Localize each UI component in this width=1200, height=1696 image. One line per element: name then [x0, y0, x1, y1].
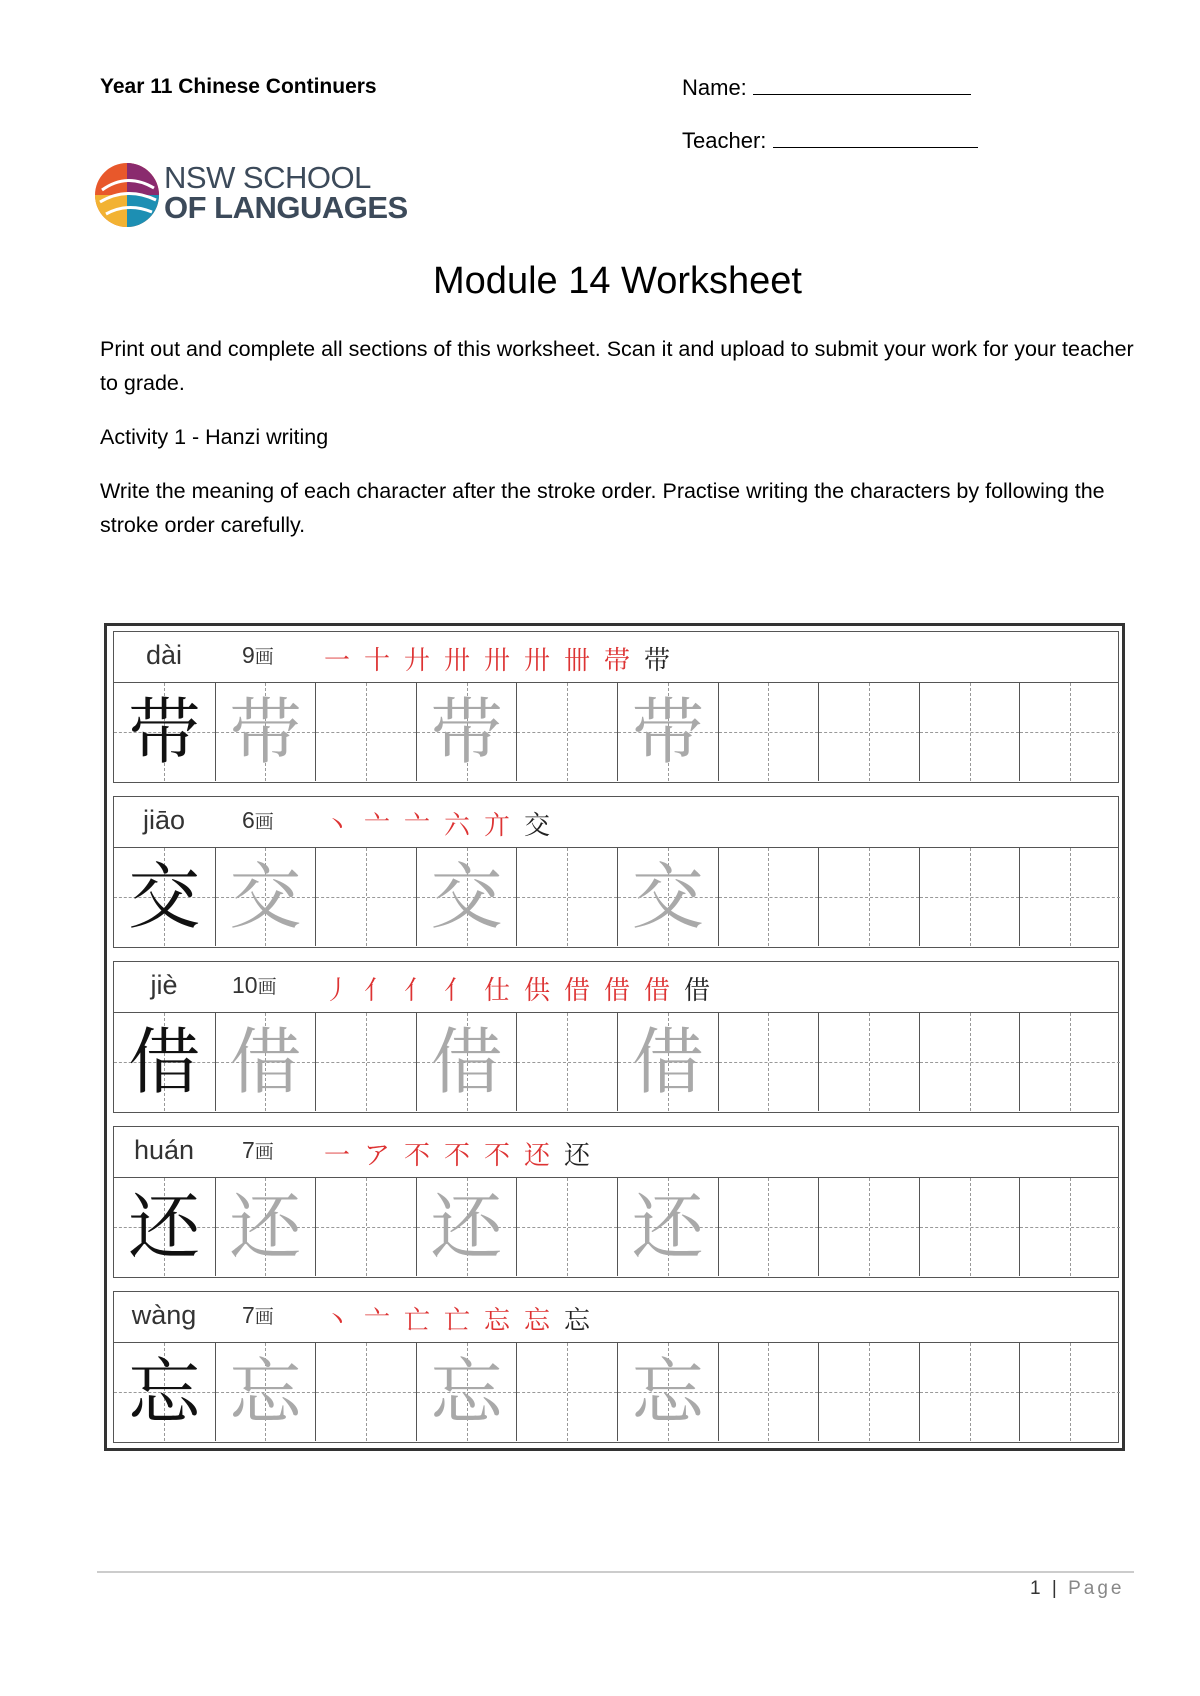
practice-cell[interactable]: [718, 1178, 819, 1276]
stroke-step: 借: [563, 976, 590, 1006]
cell-guide-vertical: [970, 1178, 971, 1276]
cell-guide-vertical: [1070, 683, 1071, 781]
cell-guide-vertical: [970, 848, 971, 946]
stroke-order-sequence: [317, 640, 677, 677]
stroke-order-sequence: [317, 970, 717, 1007]
stroke-count-number: 7: [242, 1137, 255, 1163]
page-separator: |: [1051, 1578, 1060, 1599]
model-character-cell: [114, 848, 215, 946]
cell-guide-vertical: [1070, 1013, 1071, 1111]
cell-guide-vertical: [869, 1013, 870, 1111]
stroke-count-number: 6: [242, 807, 255, 833]
cell-guide-vertical: [869, 1343, 870, 1441]
teacher-line[interactable]: [773, 127, 978, 148]
activity-title: Activity 1 - Hanzi writing: [100, 425, 329, 449]
trace-character: 忘: [430, 1350, 503, 1434]
practice-cell[interactable]: [919, 683, 1020, 781]
stroke-step: 还: [523, 1141, 550, 1171]
logo-line-2: OF LANGUAGES: [164, 190, 408, 225]
practice-cell[interactable]: [617, 1343, 718, 1441]
practice-cell[interactable]: [1019, 1178, 1120, 1276]
stroke-step: 借: [603, 976, 630, 1006]
cell-guide-vertical: [768, 683, 769, 781]
pinyin-label: wàng: [131, 1300, 197, 1330]
stroke-step: 六: [443, 811, 470, 841]
practice-cell[interactable]: [818, 848, 919, 946]
trace-character: 还: [631, 1185, 704, 1269]
stroke-step: 亻: [403, 976, 430, 1006]
stroke-count-unit: 画: [254, 646, 274, 668]
practice-cell[interactable]: [215, 1343, 316, 1441]
pinyin-label: jiāo: [142, 805, 186, 835]
stroke-step: 丶: [323, 1306, 350, 1336]
cell-guide-vertical: [1070, 1178, 1071, 1276]
stroke-step: 亠: [363, 811, 390, 841]
stroke-count: [242, 1137, 274, 1164]
practice-cell[interactable]: [516, 1178, 617, 1276]
activity-instructions: Write the meaning of each character after the stroke order. Practise writing the characters by following the stroke order carefully.: [100, 479, 1105, 537]
cell-guide-vertical: [567, 683, 568, 781]
trace-character: 还: [430, 1185, 503, 1269]
trace-character: 交: [430, 855, 503, 939]
practice-cell[interactable]: [818, 1343, 919, 1441]
stroke-step: 还: [563, 1141, 590, 1171]
practice-cell[interactable]: [718, 1013, 819, 1111]
trace-character: 忘: [631, 1350, 704, 1434]
trace-character: 交: [229, 855, 302, 939]
stroke-count-number: 10: [232, 972, 258, 998]
cell-guide-vertical: [768, 1178, 769, 1276]
stroke-count-unit: 画: [257, 976, 277, 998]
cell-guide-vertical: [366, 848, 367, 946]
practice-cell[interactable]: [315, 683, 416, 781]
cell-guide-vertical: [366, 683, 367, 781]
practice-cell[interactable]: [919, 848, 1020, 946]
footer-divider: [97, 1571, 1134, 1573]
stroke-count-unit: 画: [254, 1306, 274, 1328]
stroke-step: 带: [643, 646, 670, 676]
stroke-step: 亠: [403, 811, 430, 841]
stroke-step: 丿: [323, 976, 350, 1006]
cell-guide-vertical: [869, 848, 870, 946]
practice-cell[interactable]: [315, 848, 416, 946]
practice-cell[interactable]: [617, 1013, 718, 1111]
name-line[interactable]: [753, 74, 971, 95]
cell-guide-vertical: [869, 1178, 870, 1276]
trace-character: 借: [631, 1020, 704, 1104]
stroke-count: [232, 972, 277, 999]
name-field[interactable]: [682, 74, 971, 101]
cell-guide-vertical: [366, 1343, 367, 1441]
stroke-step: 十: [363, 646, 390, 676]
teacher-field[interactable]: [682, 127, 978, 154]
course-title: Year 11 Chinese Continuers: [100, 75, 377, 98]
stroke-order-sequence: [317, 805, 557, 842]
model-character: 带: [128, 690, 201, 774]
trace-character: 带: [430, 690, 503, 774]
stroke-step: 卅: [483, 646, 510, 676]
trace-character: 还: [229, 1185, 302, 1269]
practice-cell[interactable]: [718, 1343, 819, 1441]
stroke-step: 仕: [483, 976, 510, 1006]
stroke-step: 借: [683, 976, 710, 1006]
practice-cell[interactable]: [919, 1013, 1020, 1111]
cell-guide-vertical: [869, 683, 870, 781]
stroke-count: [242, 807, 274, 834]
stroke-step: 不: [443, 1141, 470, 1171]
practice-cell[interactable]: [718, 848, 819, 946]
stroke-step: 卅: [523, 646, 550, 676]
cell-guide-vertical: [1070, 848, 1071, 946]
practice-cell[interactable]: [1019, 1343, 1120, 1441]
pinyin-label: dài: [145, 640, 183, 670]
practice-cell[interactable]: [315, 1178, 416, 1276]
practice-cell[interactable]: [516, 848, 617, 946]
stroke-step: 供: [523, 976, 550, 1006]
character-info-row: [113, 796, 1119, 848]
character-info-row: [113, 631, 1119, 683]
practice-cell[interactable]: [215, 848, 316, 946]
logo-line-1: NSW SCHOOL: [164, 160, 371, 195]
practice-cells-row: [113, 1178, 1119, 1278]
cell-guide-vertical: [970, 1013, 971, 1111]
pinyin-label: huán: [133, 1135, 195, 1165]
practice-cell[interactable]: [818, 1013, 919, 1111]
stroke-step: 丶: [323, 811, 350, 841]
practice-cell[interactable]: [516, 1343, 617, 1441]
stroke-order-sequence: [317, 1300, 597, 1337]
stroke-step: 卌: [563, 646, 590, 676]
stroke-order-sequence: [317, 1135, 597, 1172]
model-character: 借: [128, 1020, 201, 1104]
stroke-step: 廾: [403, 646, 430, 676]
practice-cell[interactable]: [1019, 683, 1120, 781]
pinyin-label: jiè: [150, 970, 178, 1000]
page-number: [1030, 1578, 1124, 1600]
stroke-step: ア: [363, 1141, 390, 1171]
stroke-count-number: 9: [242, 642, 255, 668]
practice-cell[interactable]: [617, 848, 718, 946]
model-character-cell: [114, 1013, 215, 1111]
practice-cell[interactable]: [919, 1178, 1020, 1276]
character-info-row: [113, 1126, 1119, 1178]
stroke-step: 亣: [483, 811, 510, 841]
practice-cells-row: [113, 1013, 1119, 1113]
model-character: 还: [128, 1185, 201, 1269]
instructions: Print out and complete all sections of this worksheet. Scan it and upload to submit your work for your teacher to grade.: [100, 337, 1134, 395]
stroke-step: 忘: [523, 1306, 550, 1336]
cell-guide-vertical: [567, 1343, 568, 1441]
stroke-count: [242, 642, 274, 669]
stroke-step: 亡: [443, 1306, 470, 1336]
practice-cell[interactable]: [919, 1343, 1020, 1441]
school-logo-text: [164, 160, 408, 225]
practice-cell[interactable]: [718, 683, 819, 781]
model-character: 交: [128, 855, 201, 939]
cell-guide-vertical: [1070, 1343, 1071, 1441]
practice-cell[interactable]: [315, 1013, 416, 1111]
practice-cell[interactable]: [818, 683, 919, 781]
stroke-count-number: 7: [242, 1302, 255, 1328]
practice-cell[interactable]: [416, 683, 517, 781]
stroke-step: 一: [323, 1141, 350, 1171]
stroke-count-unit: 画: [254, 811, 274, 833]
practice-cell[interactable]: [617, 1178, 718, 1276]
stroke-step: 一: [323, 646, 350, 676]
practice-cell[interactable]: [215, 683, 316, 781]
cell-guide-vertical: [366, 1013, 367, 1111]
character-info-row: [113, 961, 1119, 1013]
stroke-step: 亠: [363, 1306, 390, 1336]
model-character: 忘: [128, 1350, 201, 1434]
practice-cell[interactable]: [416, 1013, 517, 1111]
stroke-step: 卅: [443, 646, 470, 676]
stroke-step: 借: [643, 976, 670, 1006]
practice-cell[interactable]: [617, 683, 718, 781]
practice-cell[interactable]: [416, 1178, 517, 1276]
stroke-step: 亻: [363, 976, 390, 1006]
stroke-count-unit: 画: [254, 1141, 274, 1163]
stroke-step: 忘: [563, 1306, 590, 1336]
character-info-row: [113, 1291, 1119, 1343]
teacher-label: Teacher:: [682, 128, 767, 153]
practice-cells-row: [113, 1343, 1119, 1443]
practice-cell[interactable]: [516, 1013, 617, 1111]
practice-cell[interactable]: [818, 1178, 919, 1276]
cell-guide-vertical: [768, 1343, 769, 1441]
school-logo-icon: [92, 160, 162, 230]
model-character-cell: [114, 683, 215, 781]
practice-cell[interactable]: [1019, 848, 1120, 946]
practice-cell[interactable]: [1019, 1013, 1120, 1111]
stroke-step: 交: [523, 811, 550, 841]
practice-cells-row: [113, 848, 1119, 948]
page-title: Module 14 Worksheet: [433, 260, 802, 302]
trace-character: 借: [229, 1020, 302, 1104]
stroke-count: [242, 1302, 274, 1329]
practice-cells-row: [113, 683, 1119, 783]
trace-character: 带: [229, 690, 302, 774]
cell-guide-vertical: [567, 1178, 568, 1276]
trace-character: 借: [430, 1020, 503, 1104]
practice-cell[interactable]: [215, 1178, 316, 1276]
stroke-step: 帯: [603, 646, 630, 676]
practice-cell[interactable]: [315, 1343, 416, 1441]
trace-character: 忘: [229, 1350, 302, 1434]
practice-cell[interactable]: [416, 1343, 517, 1441]
stroke-step: 不: [483, 1141, 510, 1171]
page-label: Page: [1068, 1578, 1125, 1599]
practice-cell[interactable]: [416, 848, 517, 946]
cell-guide-vertical: [567, 848, 568, 946]
practice-cell[interactable]: [516, 683, 617, 781]
practice-cell[interactable]: [215, 1013, 316, 1111]
cell-guide-vertical: [970, 1343, 971, 1441]
trace-character: 带: [631, 690, 704, 774]
trace-character: 交: [631, 855, 704, 939]
name-label: Name:: [682, 75, 747, 100]
cell-guide-vertical: [768, 848, 769, 946]
cell-guide-vertical: [366, 1178, 367, 1276]
model-character-cell: [114, 1343, 215, 1441]
page-number-value: 1: [1030, 1578, 1044, 1599]
stroke-step: 亻: [443, 976, 470, 1006]
cell-guide-vertical: [970, 683, 971, 781]
cell-guide-vertical: [768, 1013, 769, 1111]
cell-guide-vertical: [567, 1013, 568, 1111]
model-character-cell: [114, 1178, 215, 1276]
stroke-step: 不: [403, 1141, 430, 1171]
stroke-step: 忘: [483, 1306, 510, 1336]
stroke-step: 亡: [403, 1306, 430, 1336]
